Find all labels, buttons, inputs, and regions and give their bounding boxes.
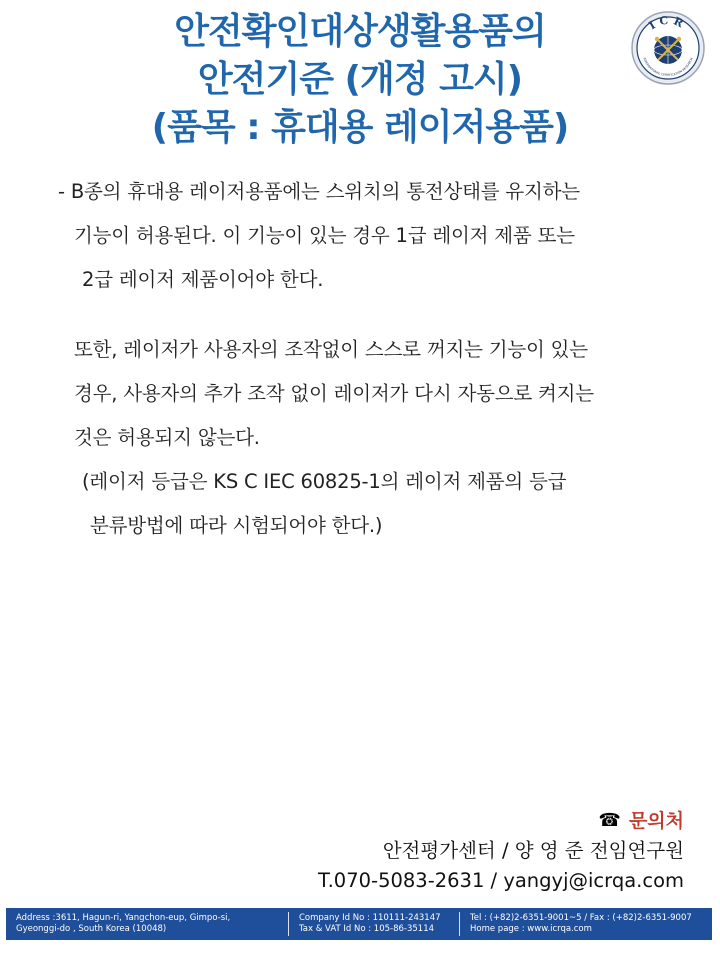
phone-icon: ☎ <box>598 810 621 831</box>
icr-logo-icon <box>630 10 706 86</box>
footer-tel-fax: Tel : (+82)2-6351-9001~5 / Fax : (+82)2-6351-9007 <box>470 913 692 923</box>
footer-address-line-2: Gyeonggi-do , South Korea (10048) <box>16 924 167 934</box>
title-line-1: 안전확인대상생활용품의 <box>174 11 546 52</box>
footer-address <box>6 913 288 935</box>
contact-heading-label: 문의처 <box>628 810 684 832</box>
footer-company-ids <box>289 913 459 935</box>
page-title <box>80 8 640 152</box>
contact-heading <box>318 806 684 836</box>
contact-department: 안전평가센터 / 양 영 준 전임연구원 <box>382 839 684 862</box>
svg-text:ICR: ICR <box>646 13 689 33</box>
paragraph-1-line-1: - B종의 휴대용 레이저용품에는 스위치의 통전상태를 유지하는 <box>58 180 580 203</box>
title-line-3: (품목 : 휴대용 레이저용품) <box>151 107 569 148</box>
paragraph-3-line-1: (레이저 등급은 KS C IEC 60825-1의 레이저 제품의 등급 <box>82 470 567 493</box>
footer-address-line-1: Address :3611, Hagun-ri, Yangchon-eup, Gimpo-si, <box>16 913 231 923</box>
paragraph-2-line-1: 또한, 레이저가 사용자의 조작없이 스스로 꺼지는 기능이 있는 <box>74 338 588 361</box>
contact-tel-email[interactable]: T.070-5083-2631 / yangyj@icrqa.com <box>318 869 684 892</box>
contact-block <box>318 806 684 896</box>
paragraph-2-line-2: 경우, 사용자의 추가 조작 없이 레이저가 다시 자동으로 켜지는 <box>74 382 594 405</box>
svg-text:INTERNATIONAL CERTIFICATION RE: INTERNATIONAL CERTIFICATION RESEARCH <box>642 57 694 78</box>
footer-homepage[interactable]: Home page : www.icrqa.com <box>470 924 592 934</box>
footer-bar <box>6 908 712 940</box>
paragraph-1-line-3: 2급 레이저 제품이어야 한다. <box>82 268 324 291</box>
footer-divider <box>459 912 460 936</box>
footer-divider <box>288 912 289 936</box>
title-line-2: 안전기준 (개정 고시) <box>197 59 523 100</box>
paragraph-1-line-2: 기능이 허용된다. 이 기능이 있는 경우 1급 레이저 제품 또는 <box>74 224 575 247</box>
paragraph-2-line-3: 것은 허용되지 않는다. <box>74 426 260 449</box>
paragraph-3-line-2: 분류방법에 따라 시험되어야 한다.) <box>90 514 383 537</box>
footer-tax-id: Tax & VAT Id No : 105-86-35114 <box>299 924 435 934</box>
footer-company-id: Company Id No : 110111-243147 <box>299 913 441 923</box>
footer-contact <box>460 913 702 935</box>
